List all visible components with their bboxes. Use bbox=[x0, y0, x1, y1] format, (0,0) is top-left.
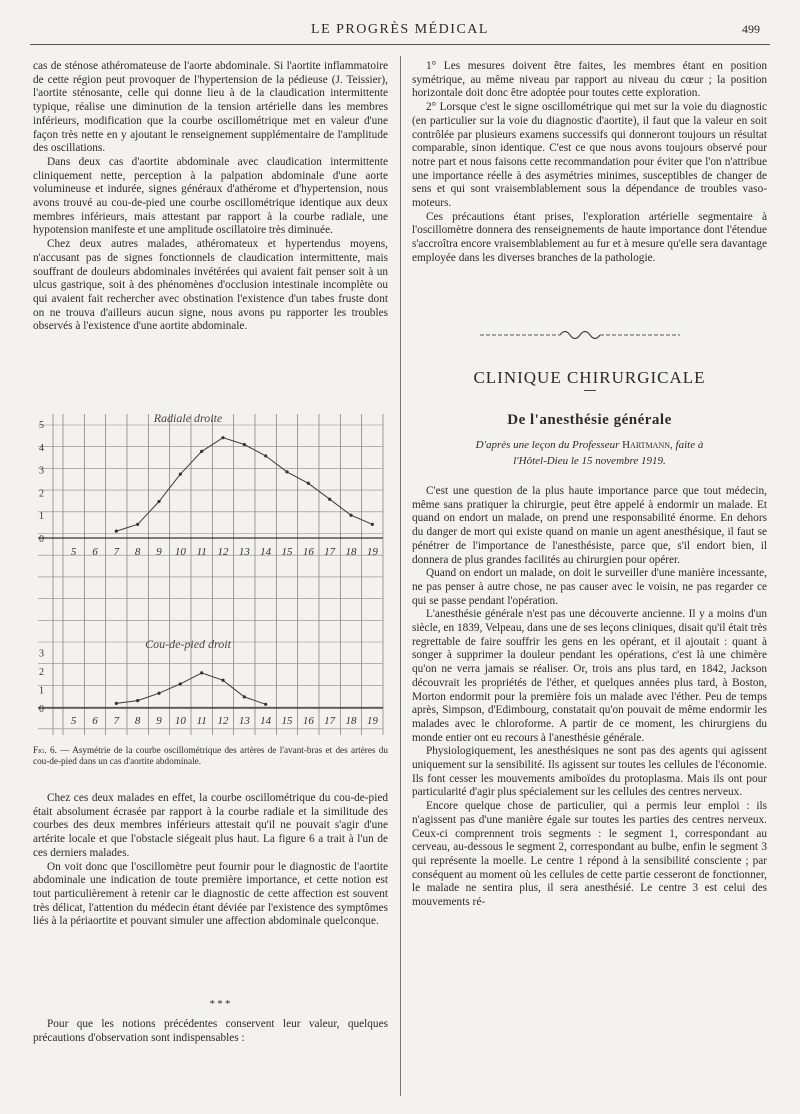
x-tick-label: 15 bbox=[281, 546, 293, 558]
page-number: 499 bbox=[742, 22, 760, 36]
ornamental-rule bbox=[480, 327, 680, 343]
paragraph: On voit donc que l'oscillomètre peut fournir pour le diagnostic de l'aortite abdominale une indication de toute première importance, et cette notion est tout particulièrement à retenir car le diagnostic de cette affection est souvent très délicat, l'attention du médecin étant déviée par l'existence des symptômes liés à la périaortite et pouvant simuler une affection abdominale quelconque. bbox=[33, 860, 388, 928]
paragraph: Ces précautions étant prises, l'exploration artérielle segmentaire à l'oscillomètre donnera des renseignements de haute importance dont l'étendue s'accroîtra encore vraisemblablement au fur et à mesure qu'elle sera davantage employée dans les diverses branches de la pathologie. bbox=[412, 210, 767, 264]
byline-part-2: , faite à bbox=[670, 439, 704, 451]
running-header bbox=[30, 20, 770, 42]
data-point bbox=[328, 498, 331, 501]
y-tick-label: 2 bbox=[39, 488, 44, 500]
paragraph: cas de sténose athéromateuse de l'aorte abdominale. Si l'aortite inflammatoire de cette région peut provoquer de l'hypertension de la pédieuse (J. Teissier), l'aortite sténosante, celle qui donne lieu à de la claudication intermittente typique, réalise une diminution de la tension artérielle dans les membres inférieurs, modification que la courbe oscillométrique met en valeur d'une façon très nette en y ajoutant le renseignement supplémentaire de l'amplitude des oscillations. bbox=[33, 60, 388, 155]
right-column-body bbox=[412, 485, 767, 910]
byline-author: Hartmann bbox=[622, 439, 671, 451]
data-point bbox=[115, 702, 118, 705]
x-tick-label: 7 bbox=[113, 715, 120, 727]
data-point bbox=[157, 692, 160, 695]
data-point bbox=[115, 530, 118, 533]
journal-title: LE PROGRÈS MÉDICAL bbox=[311, 22, 489, 37]
data-point bbox=[307, 482, 310, 485]
x-tick-label: 14 bbox=[260, 715, 272, 727]
y-tick-label: 1 bbox=[39, 511, 44, 523]
paragraph: Chez ces deux malades en effet, la courbe oscillométrique du cou-de-pied était absolument écrasée par rapport à la courbe radiale et la similitude des courbes des deux membres inférieurs attestait qu'il ne pouvait s'agir d'une artérite locale et que l'obstacle siégeait plus haut. La figure 6 a trait à l'un de ces derniers malades. bbox=[33, 792, 388, 859]
x-tick-label: 15 bbox=[281, 715, 293, 727]
paragraph: Dans deux cas d'aortite abdominale avec claudication intermittente cliniquement nette, perception à la palpation abdominale d'une aorte volumineuse et indurée, signes généraux d'athérome et d'hypertension, nous avons trouvé au cou-de-pied une courbe oscillométrique identique aux deux membres inférieurs, mais attestant par rapport à la courbe radiale, une hypotension manifeste et une amplitude oscillatoire très diminuée. bbox=[33, 155, 388, 237]
x-tick-label: 13 bbox=[238, 546, 250, 558]
data-point bbox=[264, 454, 267, 457]
data-point bbox=[157, 500, 160, 503]
data-point bbox=[179, 473, 182, 476]
y-tick-label: 3 bbox=[39, 465, 44, 477]
x-tick-label: 11 bbox=[196, 715, 207, 727]
x-tick-label: 10 bbox=[174, 546, 186, 558]
data-point bbox=[243, 443, 246, 446]
paragraph: 1° Les mesures doivent être faites, les membres étant en position symétrique, au même niveau par rapport au niveau du cœur ; la position horizontale doit donc être adoptée pour toutes cette exploration. bbox=[412, 60, 767, 100]
article-title: De l'anesthésie générale bbox=[507, 412, 672, 428]
data-point bbox=[285, 470, 288, 473]
x-tick-label: 8 bbox=[134, 715, 141, 727]
data-point bbox=[136, 699, 139, 702]
paragraph: Encore quelque chose de particulier, qui a permis leur emploi : ils n'agissent pas d'une manière égale sur toutes les parties des centres nerveux. Ceux-ci comprennent trois segments : le segment 1, correspondant au cerveau, au-dessous le segment 2, correspondant au bulbe, enfin le segment 3 qui représente la moelle. Le centre 1 répond à la sensibilité consciente ; par conséquent au moment où les cellules de cette partie cesseront de fonctionner, le malade ne sentira plus, il sera anesthésié. Le centre 3 est celui des mouvements ré- bbox=[412, 800, 767, 909]
paragraph: Quand on endort un malade, on doit le surveiller d'une manière incessante, ne pas penser à autre chose, ne pas causer avec le voisin, ne pas regarder ce qui se passe pendant l'opération. bbox=[412, 567, 767, 607]
x-tick-label: 13 bbox=[238, 715, 250, 727]
column-divider bbox=[400, 56, 401, 1096]
paragraph: C'est une question de la plus haute importance parce que tout médecin, même sans pratiquer la chirurgie, peut être appelé à endormir un malade. Et quand on endort un malade, on prend une responsabilité énorme. En dehors du danger de mort qui existe quand on manie un agent anesthésique, il faut se pénétrer de l'importance de l'anesthésiste, parce que, s'il endort bien, il donnera de plus grandes facilités au chirurgien pour opérer. bbox=[412, 485, 767, 566]
data-point bbox=[243, 695, 246, 698]
data-point bbox=[371, 523, 374, 526]
figure-caption bbox=[33, 745, 388, 767]
data-point bbox=[264, 703, 267, 706]
left-column-middle bbox=[33, 792, 388, 929]
left-column-top bbox=[33, 60, 388, 334]
y-tick-label: 4 bbox=[39, 442, 44, 454]
y-tick-label: 2 bbox=[39, 667, 44, 678]
figure-6 bbox=[33, 410, 388, 750]
x-tick-label: 19 bbox=[366, 546, 378, 558]
section-title: CLINIQUE CHIRURGICALE bbox=[473, 368, 706, 387]
y-tick-label: 5 bbox=[39, 420, 44, 431]
byline-part-1: D'après une leçon du Professeur bbox=[475, 439, 623, 451]
paragraph: Pour que les notions précédentes conservent leur valeur, quelques précautions d'observation sont indispensables : bbox=[33, 1018, 388, 1044]
x-tick-label: 16 bbox=[302, 715, 314, 727]
x-tick-label: 6 bbox=[92, 546, 98, 558]
curve-label: Radiale droite bbox=[153, 411, 223, 425]
paragraph: 2° Lorsque c'est le signe oscillométrique qui met sur la voie du diagnostic (en particulier sur la voie du diagnostic d'aortite), il faut que la valeur en soit contrôlée par plusieurs examens successifs qui donneront toujours un résultat comparable, sinon identique. C'est ce que nous avons toujours observé pour notre part et nous faisons cette recommandation pour éviter que l'on n'attribue une importance réelle à des asymétries minimes, susceptibles de changer de sens et qui sont vraisemblablement sous la dépendance de troubles vaso-moteurs. bbox=[412, 101, 767, 210]
y-tick-label: 1 bbox=[39, 685, 44, 697]
oscillometric-chart bbox=[33, 410, 388, 750]
x-tick-label: 10 bbox=[174, 715, 186, 727]
x-tick-label: 17 bbox=[324, 715, 336, 727]
data-point bbox=[200, 450, 203, 453]
x-tick-label: 9 bbox=[156, 715, 162, 727]
x-tick-label: 7 bbox=[113, 546, 120, 558]
right-column-top bbox=[412, 60, 767, 266]
x-tick-label: 18 bbox=[345, 546, 357, 558]
x-tick-label: 19 bbox=[366, 715, 378, 727]
section-title-rule bbox=[584, 390, 596, 391]
article-byline bbox=[412, 437, 767, 469]
data-point bbox=[136, 523, 139, 526]
byline-line-2: l'Hôtel-Dieu le 15 novembre 1919. bbox=[513, 455, 666, 467]
x-tick-label: 16 bbox=[302, 546, 314, 558]
x-tick-label: 18 bbox=[345, 715, 357, 727]
caption-prefix: Fig. 6. bbox=[33, 745, 57, 755]
x-tick-label: 8 bbox=[134, 546, 141, 558]
x-tick-label: 17 bbox=[324, 546, 336, 558]
paragraph: Physiologiquement, les anesthésiques ne sont pas des agents qui agissent uniquement sur la sensibilité. Ils agissent sur toutes les cellules de l'économie. Ils font cesser les mouvements amiboïdes du protoplasma. Mais ils ont pour particularité d'agir plus spécialement sur les cellules des centres nerveux. bbox=[412, 745, 767, 799]
x-tick-label: 9 bbox=[156, 546, 162, 558]
x-tick-label: 14 bbox=[260, 546, 272, 558]
data-point bbox=[221, 679, 224, 682]
x-tick-label: 6 bbox=[92, 715, 98, 727]
x-tick-label: 12 bbox=[217, 715, 229, 727]
paragraph: L'anesthésie générale n'est pas une découverte ancienne. Il y a moins d'un siècle, en 1839, Velpeau, dans une de ses leçons cliniques, disait qu'il était très regrettable de faire souffrir les gens en les opérant, et il ajoutait : quant à songer à supprimer la douleur pendant les opérations, c'est là une chimère qu'on ne verra jamais se réaliser. Or, trois ans plus tard, en 1842, Jackson découvrait les propriétés de l'éther, et quelques années plus tard, à Boston, Morton endormit pour la première fois un malade avec l'éther. Peu de temps après, Simpson, d'Edimbourg, constatait qu'on pouvait de même endormir les malades avec le chloroforme. A partir de ce moment, les chirurgiens du monde entier ont eu recours à l'anesthésie générale. bbox=[412, 608, 767, 744]
series-line bbox=[116, 438, 372, 532]
data-point bbox=[179, 682, 182, 685]
data-point bbox=[221, 436, 224, 439]
data-point bbox=[200, 671, 203, 674]
x-tick-label: 11 bbox=[196, 546, 207, 558]
y-tick-label: 0 bbox=[39, 534, 44, 545]
y-tick-label: 0 bbox=[39, 704, 44, 715]
x-tick-label: 5 bbox=[70, 546, 77, 558]
header-rule bbox=[30, 44, 770, 45]
left-column-bottom bbox=[33, 1018, 388, 1045]
caption-text: — Asymétrie de la courbe oscillométrique des artères de l'avant-bras et des artères du cou-de-pied dans un cas d'aortite abdominale. bbox=[33, 745, 388, 766]
data-point bbox=[349, 514, 352, 517]
x-tick-label: 12 bbox=[217, 546, 229, 558]
curve-label: Cou-de-pied droit bbox=[145, 637, 231, 651]
section-break-asterism: * * * bbox=[209, 998, 231, 1010]
y-tick-label: 3 bbox=[39, 648, 44, 660]
paragraph: Chez deux autres malades, athéromateux et hypertendus moyens, n'accusant pas de signes fonctionnels de claudication intermittente, mais souffrant de douleurs abdominales invétérées qui avaient fait penser soit à un ulcus gastrique, soit à des phénomènes d'occlusion intestinale incomplète ou qui avaient fait rechercher avec obstination l'existence d'un tabes fruste dont on ne trouva d'ailleurs aucun signe, nous avons pu rapporter les troubles observés à l'existence d'une aortite abdominale. bbox=[33, 238, 388, 333]
x-tick-label: 5 bbox=[70, 715, 77, 727]
